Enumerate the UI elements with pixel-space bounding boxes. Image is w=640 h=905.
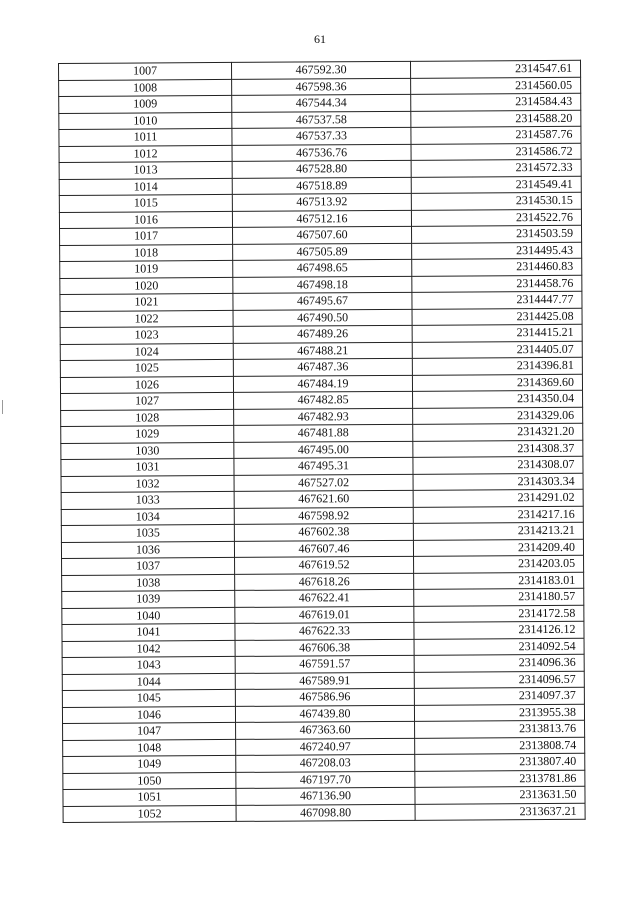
point-number-cell: 1052: [63, 805, 236, 823]
point-number-cell: 1048: [63, 739, 236, 757]
y-coordinate-cell: 2313955.38: [414, 704, 584, 722]
x-coordinate-cell: 467592.30: [231, 61, 410, 79]
point-number-cell: 1032: [61, 475, 234, 493]
y-coordinate-cell: 2314522.76: [411, 209, 581, 227]
y-coordinate-cell: 2314217.16: [413, 506, 583, 524]
y-coordinate-cell: 2313637.21: [415, 803, 585, 821]
x-coordinate-cell: 467622.33: [235, 622, 414, 640]
x-coordinate-cell: 467481.88: [234, 424, 413, 442]
point-number-cell: 1014: [59, 178, 232, 196]
x-coordinate-cell: 467495.67: [233, 292, 412, 310]
y-coordinate-cell: 2314530.15: [411, 192, 581, 210]
point-number-cell: 1008: [59, 79, 232, 97]
point-number-cell: 1034: [61, 508, 234, 526]
y-coordinate-cell: 2314586.72: [411, 143, 581, 161]
point-number-cell: 1030: [61, 442, 234, 460]
y-coordinate-cell: 2314203.05: [414, 555, 584, 573]
y-coordinate-cell: 2314126.12: [414, 621, 584, 639]
coordinates-table-body: [59, 60, 586, 822]
point-number-cell: 1017: [60, 227, 233, 245]
x-coordinate-cell: 467607.46: [234, 540, 413, 558]
y-coordinate-cell: 2314308.07: [413, 456, 583, 474]
x-coordinate-cell: 467489.26: [233, 325, 412, 343]
point-number-cell: 1016: [59, 211, 232, 229]
y-coordinate-cell: 2314096.36: [414, 654, 584, 672]
y-coordinate-cell: 2314329.06: [413, 407, 583, 425]
x-coordinate-cell: 467589.91: [235, 672, 414, 690]
y-coordinate-cell: 2314547.61: [410, 60, 580, 78]
x-coordinate-cell: 467490.50: [233, 309, 412, 327]
y-coordinate-cell: 2313808.74: [415, 737, 585, 755]
page-number: 61: [314, 32, 326, 46]
y-coordinate-cell: 2314447.77: [412, 291, 582, 309]
x-coordinate-cell: 467586.96: [235, 688, 414, 706]
point-number-cell: 1042: [62, 640, 235, 658]
point-number-cell: 1009: [59, 95, 232, 113]
y-coordinate-cell: 2314172.58: [414, 605, 584, 623]
scan-edge-mark: [2, 400, 3, 414]
table-row: [63, 803, 585, 823]
point-number-cell: 1012: [59, 145, 232, 163]
y-coordinate-cell: 2314092.54: [414, 638, 584, 656]
x-coordinate-cell: 467488.21: [233, 342, 412, 360]
y-coordinate-cell: 2313631.50: [415, 786, 585, 804]
point-number-cell: 1022: [60, 310, 233, 328]
point-number-cell: 1018: [60, 244, 233, 262]
point-number-cell: 1046: [62, 706, 235, 724]
point-number-cell: 1033: [61, 491, 234, 509]
x-coordinate-cell: 467591.57: [235, 655, 414, 673]
y-coordinate-cell: 2314588.20: [411, 110, 581, 128]
point-number-cell: 1029: [61, 425, 234, 443]
point-number-cell: 1019: [60, 260, 233, 278]
x-coordinate-cell: 467208.03: [236, 754, 415, 772]
y-coordinate-cell: 2314549.41: [411, 176, 581, 194]
x-coordinate-cell: 467484.19: [233, 375, 412, 393]
x-coordinate-cell: 467619.01: [235, 606, 414, 624]
x-coordinate-cell: 467513.92: [232, 193, 411, 211]
x-coordinate-cell: 467622.41: [235, 589, 414, 607]
y-coordinate-cell: 2314405.07: [412, 341, 582, 359]
y-coordinate-cell: 2314396.81: [412, 357, 582, 375]
point-number-cell: 1021: [60, 293, 233, 311]
point-number-cell: 1043: [62, 656, 235, 674]
y-coordinate-cell: 2314460.83: [412, 258, 582, 276]
point-number-cell: 1041: [62, 623, 235, 641]
y-coordinate-cell: 2314303.34: [413, 473, 583, 491]
x-coordinate-cell: 467606.38: [235, 639, 414, 657]
x-coordinate-cell: 467528.80: [232, 160, 411, 178]
point-number-cell: 1044: [62, 673, 235, 691]
x-coordinate-cell: 467197.70: [236, 771, 415, 789]
coordinates-table: [58, 60, 586, 823]
y-coordinate-cell: 2314495.43: [412, 242, 582, 260]
y-coordinate-cell: 2314584.43: [411, 93, 581, 111]
y-coordinate-cell: 2314291.02: [413, 489, 583, 507]
x-coordinate-cell: 467618.26: [235, 573, 414, 591]
point-number-cell: 1049: [63, 755, 236, 773]
x-coordinate-cell: 467498.18: [233, 276, 412, 294]
point-number-cell: 1026: [60, 376, 233, 394]
y-coordinate-cell: 2314415.21: [412, 324, 582, 342]
x-coordinate-cell: 467363.60: [236, 721, 415, 739]
x-coordinate-cell: 467536.76: [232, 144, 411, 162]
point-number-cell: 1051: [63, 788, 236, 806]
point-number-cell: 1047: [63, 722, 236, 740]
x-coordinate-cell: 467507.60: [233, 226, 412, 244]
point-number-cell: 1036: [61, 541, 234, 559]
point-number-cell: 1028: [61, 409, 234, 427]
point-number-cell: 1015: [59, 194, 232, 212]
point-number-cell: 1013: [59, 161, 232, 179]
point-number-cell: 1007: [59, 62, 232, 80]
y-coordinate-cell: 2314308.37: [413, 440, 583, 458]
point-number-cell: 1031: [61, 458, 234, 476]
x-coordinate-cell: 467098.80: [236, 804, 415, 822]
y-coordinate-cell: 2314183.01: [414, 572, 584, 590]
point-number-cell: 1010: [59, 112, 232, 130]
y-coordinate-cell: 2314321.20: [413, 423, 583, 441]
point-number-cell: 1037: [62, 557, 235, 575]
x-coordinate-cell: 467537.58: [232, 111, 411, 129]
point-number-cell: 1045: [62, 689, 235, 707]
y-coordinate-cell: 2314209.40: [413, 539, 583, 557]
point-number-cell: 1025: [60, 359, 233, 377]
y-coordinate-cell: 2314560.05: [411, 77, 581, 95]
x-coordinate-cell: 467598.36: [232, 78, 411, 96]
y-coordinate-cell: 2314458.76: [412, 275, 582, 293]
x-coordinate-cell: 467495.00: [234, 441, 413, 459]
y-coordinate-cell: 2314180.57: [414, 588, 584, 606]
point-number-cell: 1023: [60, 326, 233, 344]
x-coordinate-cell: 467482.93: [234, 408, 413, 426]
y-coordinate-cell: 2314350.04: [413, 390, 583, 408]
point-number-cell: 1027: [61, 392, 234, 410]
x-coordinate-cell: 467439.80: [235, 705, 414, 723]
x-coordinate-cell: 467136.90: [236, 787, 415, 805]
x-coordinate-cell: 467518.89: [232, 177, 411, 195]
point-number-cell: 1038: [62, 574, 235, 592]
x-coordinate-cell: 467240.97: [236, 738, 415, 756]
point-number-cell: 1024: [60, 343, 233, 361]
point-number-cell: 1040: [62, 607, 235, 625]
y-coordinate-cell: 2313807.40: [415, 753, 585, 771]
x-coordinate-cell: 467621.60: [234, 490, 413, 508]
x-coordinate-cell: 467527.02: [234, 474, 413, 492]
y-coordinate-cell: 2313781.86: [415, 770, 585, 788]
point-number-cell: 1011: [59, 128, 232, 146]
x-coordinate-cell: 467619.52: [235, 556, 414, 574]
x-coordinate-cell: 467487.36: [233, 358, 412, 376]
y-coordinate-cell: 2314503.59: [412, 225, 582, 243]
point-number-cell: 1035: [61, 524, 234, 542]
x-coordinate-cell: 467602.38: [234, 523, 413, 541]
y-coordinate-cell: 2314369.60: [412, 374, 582, 392]
y-coordinate-cell: 2314572.33: [411, 159, 581, 177]
y-coordinate-cell: 2313813.76: [415, 720, 585, 738]
point-number-cell: 1039: [62, 590, 235, 608]
point-number-cell: 1050: [63, 772, 236, 790]
x-coordinate-cell: 467537.33: [232, 127, 411, 145]
x-coordinate-cell: 467598.92: [234, 507, 413, 525]
x-coordinate-cell: 467505.89: [233, 243, 412, 261]
x-coordinate-cell: 467495.31: [234, 457, 413, 475]
y-coordinate-cell: 2314425.08: [412, 308, 582, 326]
y-coordinate-cell: 2314213.21: [413, 522, 583, 540]
x-coordinate-cell: 467482.85: [234, 391, 413, 409]
y-coordinate-cell: 2314097.37: [414, 687, 584, 705]
x-coordinate-cell: 467498.65: [233, 259, 412, 277]
y-coordinate-cell: 2314096.57: [414, 671, 584, 689]
y-coordinate-cell: 2314587.76: [411, 126, 581, 144]
x-coordinate-cell: 467512.16: [232, 210, 411, 228]
x-coordinate-cell: 467544.34: [232, 94, 411, 112]
point-number-cell: 1020: [60, 277, 233, 295]
